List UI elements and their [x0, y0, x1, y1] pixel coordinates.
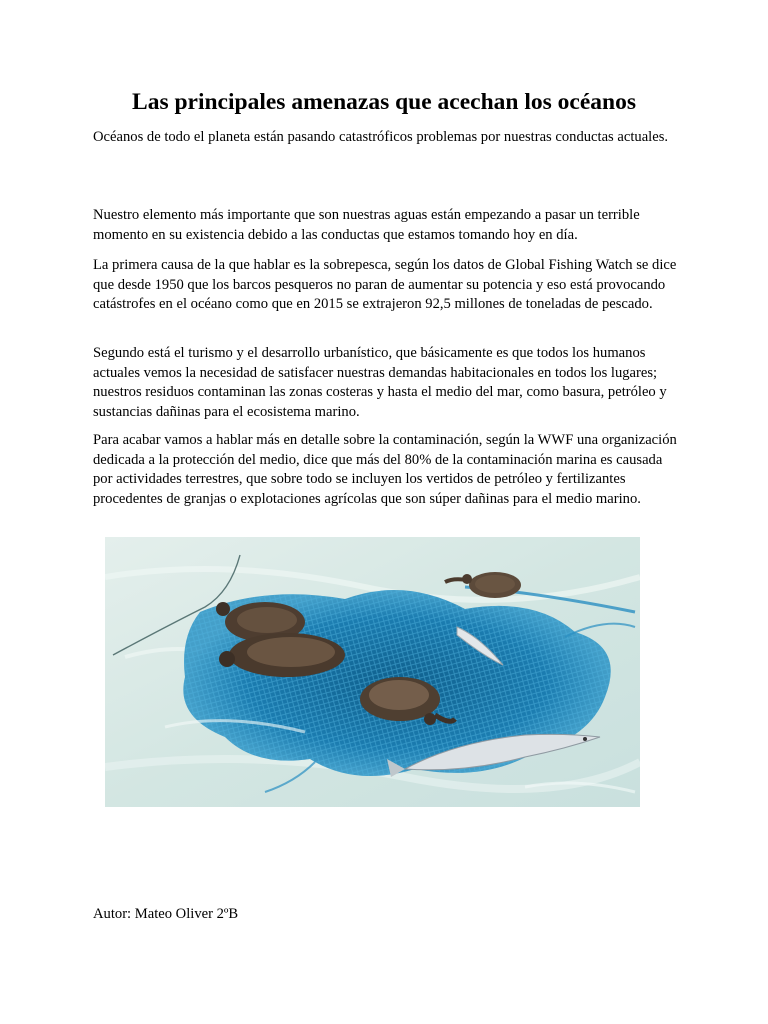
body-paragraph: La primera causa de la que hablar es la sobrepesca, según los datos de Global Fishing Watch se dice que desde 1950 que los barcos pesqueros no paran de aumentar su potencia y eso está provocando catástrofes en el océano como que en 2015 se extrajeron 92,5 millones de toneladas de pescado. [93, 257, 677, 312]
body-paragraph: Nuestro elemento más importante que son nuestras aguas están empezando a pasar un terrible momento en su existencia debido a las conductas que estamos tomando hoy en día. [93, 207, 640, 243]
page-title: Las principales amenazas que acechan los océanos [132, 89, 636, 115]
body-paragraph: Segundo está el turismo y el desarrollo urbanístico, que básicamente es que todos los humanos actuales vemos la necesidad de satisfacer nuestras demandas habitacionales en todos los lugares; nuestros residuos contaminan las zonas costeras y hasta el medio del mar, como basura, petróleo y sustancias dañinas para el ecosistema marino. [93, 345, 667, 420]
intro-paragraph: Océanos de todo el planeta están pasando catastróficos problemas por nuestras conductas actuales. [93, 129, 669, 145]
body-paragraph: Para acabar vamos a hablar más en detalle sobre la contaminación, según la WWF una organización dedicada a la protección del medio, dice que más del 80% de la contaminación marina es causada por actividades terrestres, que sobre todo se incluyen los vertidos de petróleo y fertilizantes procedentes de granjas o explotaciones agrícolas que son súper dañinas para el medio marino. [93, 432, 677, 507]
turtles-in-fishing-net-photo [105, 537, 640, 807]
author-line: Autor: Mateo Oliver 2ºB [93, 906, 239, 922]
